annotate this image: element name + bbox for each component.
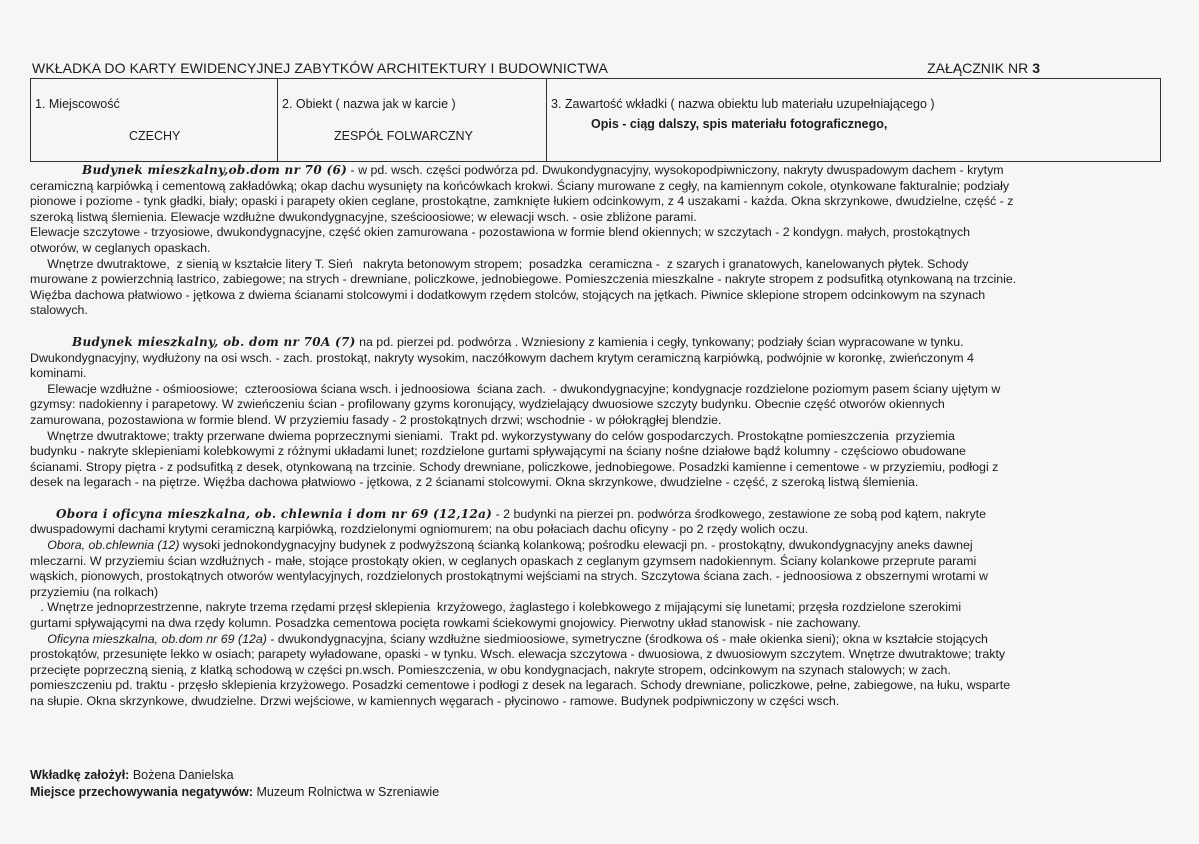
section-building-70a [30, 335, 1165, 491]
text-line: stalowych. [30, 303, 88, 318]
text-line: . Wnętrze jednoprzestrzenne, nakryte trzema rzędami przęsł sklepienia krzyżowego, żaglastego i kolebkowego z mijającymi się lunetami; przęsła rozdzielone szerokimi [30, 600, 962, 615]
text-line: desek na legarach - na piętrze. Więźba dachowa płatwiowo - jętkowa, z 2 ścianami stolcowymi. Okna skrzynkowe, dwudzielne - część, z szeroką listwą ślemienia. [30, 475, 919, 490]
text-line: Wnętrze dwutraktowe, z sienią w kształcie litery T. Sień nakryta betonowym stropem; posadzka ceramiczna - z szarych i granatowych, kanelowanych płytek. Schody [30, 256, 969, 271]
paragraph [30, 538, 1165, 554]
content-value: Opis - ciąg dalszy, spis materiału fotograficznego, [591, 117, 888, 131]
attachment-label: ZAŁĄCZNIK NR [927, 60, 1029, 76]
author-value: Bożena Danielska [129, 768, 234, 782]
text-line: murowane z powierzchnią lastrico, zabiegowe; na strych - drewniane, policzkowe, jednobiegowe. Pomieszczenia mieszkalne - nakryte stropem z podsufitką otynkowaną na trzcinie. [30, 272, 1017, 287]
object-value: ZESPÓŁ FOLWARCZNY [334, 129, 473, 143]
storage-label: Miejsce przechowywania negatywów: [30, 785, 253, 799]
paragraph [30, 335, 1165, 351]
text-line: gzymsy: nadokienny i parapetowy. W zwieńczeniu ścian - profilowany gzyms koronujący, wydzielający dwuosiowe szczyty budynku. Obecnie część otworów okiennych [30, 397, 945, 412]
storage-line [30, 784, 439, 801]
text-line: zamurowana, pozostawiona w formie blend. W przyziemiu fasady - 2 prostokątnych drzwi; wschodnie - w półokrągłej blendzie. [30, 412, 722, 427]
text-line: Dwukondygnacyjny, wydłużony na osi wsch. - zach. prostokąt, nakryty wysokim, naczółkowym dachem krytym ceramiczną karpiówką, podwójnie w koronkę, zwieńczonym 4 [30, 350, 974, 365]
text-line: pionowe i poziome - tynk gładki, biały; opaski i parapety okien ceglane, prostokątne, zamknięte łukiem odcinkowym, z 4 uszakami - każda. Okna skrzynkowe, dwudzielne, część - z [30, 194, 1014, 209]
text-line: - w pd. wsch. części podwórza pd. Dwukondygnacyjny, wysokopodpiwniczony, nakryty dwuspadowym dachem - krytym [347, 163, 1004, 177]
text-line: szeroką listwą ślemienia. Elewacje wzdłużne dwukondygnacyjne, sześcioosiowe; w elewacji wsch. - osie zbliżone parami. [30, 209, 697, 224]
text-line: otworów, w ceglanych opaskach. [30, 240, 211, 255]
text-line: Elewacje szczytowe - trzyosiowe, dwukondygnacyjne, część okien zamurowana - pozostawiona w formie blend okiennych; w szczytach - 2 kondygn. małych, prostokątnych [30, 225, 971, 240]
text-line: - 2 budynki na pierzei pn. podwórza środkowego, zestawione ze sobą pod kątem, nakryte [492, 506, 987, 521]
text-line: pomieszczeniu pd. traktu - przęsło sklepienia krzyżowego. Posadzki cementowe i podłogi z desek na legarach. Schody drewniane, policzkowe, pełne, zabiegowe, na łuku, wsparte [30, 678, 1011, 693]
document-header [30, 58, 1160, 78]
text-line: kominami. [30, 366, 87, 381]
description-body [30, 163, 1165, 710]
text-line: na słupie. Okna skrzynkowe, dwudzielne. Drzwi wejściowe, w kamiennych węgarach - płycinowo - ramowe. Budynek podpiwniczony w części wsch. [30, 694, 840, 708]
text-line: gurtami spływającymi na dwa rzędy kolumn. Posadzka cementowa pocięta rowkami ściekowymi gnojowicy. Pierwotny układ stanowisk - nie zachowany. [30, 616, 861, 631]
object-label: 2. Obiekt ( nazwa jak w karcie ) [282, 97, 456, 111]
document-footer [30, 767, 439, 801]
content-label: 3. Zawartość wkładki ( nazwa obiektu lub materiału uzupełniającego ) [551, 97, 935, 111]
text-line: na pd. pierzei pd. podwórza . Wzniesiony z kamienia i cegły, tynkowany; podziały ścian wypracowane w tynku. [355, 334, 964, 349]
section-barn-and-annex [30, 507, 1165, 710]
text-line: wysoki jednokondygnacyjny budynek z podwyższoną ścianką kolankową; pośrodku elewacji pn. - prostokątny, dwukondygnacyjny aneks dawnej [179, 538, 973, 553]
attachment-indicator [927, 60, 1040, 76]
text-line: przecięte poprzeczną sienią, z klatką schodową w części pn.wsch. Pomieszczenia, w obu kondygnacjach, nakryte stropem, odcinkowym na szynach stalowych; w zach. [30, 662, 951, 677]
text-line: przyziemiu (na rolkach) [30, 584, 159, 599]
section-heading: Budynek mieszkalny,ob.dom nr 70 (6) [82, 163, 348, 177]
attachment-number: 3 [1032, 60, 1040, 76]
paragraph [30, 163, 1165, 179]
text-line: wąskich, pionowych, prostokątnych otworów wentylacyjnych, rozdzielonych prostokątnymi wejściami na strych. Szczytowa ściana zach. - jednoosiowa z obszernymi wrotami w [30, 569, 988, 584]
section-building-70 [30, 163, 1165, 319]
text-line: Wnętrze dwutraktowe; trakty przerwane dwiema poprzecznymi sieniami. Trakt pd. wykorzystywany do celów gospodarczych. Prostokątne pomieszczenia przyziemia [30, 428, 955, 443]
text-line: budynku - nakryte sklepieniami kolebkowymi z różnymi układami lunet; rozdzielone gurtami spływającymi na ściany nośne działowe bądź kolumny - częściowo obudowane [30, 444, 966, 459]
location-cell [31, 79, 278, 161]
paragraph [30, 632, 1165, 648]
section-heading: Obora i oficyna mieszkalna, ob. chlewnia i dom nr 69 (12,12a) [56, 506, 493, 521]
author-label: Wkładkę założył: [30, 768, 130, 782]
section-heading: Budynek mieszkalny, ob. dom nr 70A (7) [72, 334, 356, 349]
document-title: WKŁADKA DO KARTY EWIDENCYJNEJ ZABYTKÓW ARCHITEKTURY I BUDOWNICTWA [32, 60, 608, 76]
text-line: ceramiczną karpiówką i cementową zakładówką; okap dachu wysunięty na końcówkach krokwi. Ściany murowane z cegły, na kamiennym cokole, otynkowane fakturalnie; podziały [30, 178, 1010, 193]
text-line: Więźba dachowa płatwiowo - jętkowa z dwiema ścianami stolcowymi i dodatkowym rzędem stolców, stojących na jętkach. Piwnice sklepione stropem odcinkowym na szynach [30, 287, 986, 302]
subsection-heading: Oficyna mieszkalna, ob.dom nr 69 (12a) [30, 631, 267, 646]
location-label: 1. Miejscowość [35, 97, 120, 111]
text-line: Elewacje wzdłużne - ośmioosiowe; czteroosiowa ściana wsch. i jednoosiowa ściana zach. - dwukondygnacyjne; kondygnacje rozdzielone poziomym pasem ściany ujętym w [30, 381, 1001, 396]
text-line: prostokątów, przesunięte lekko w osiach; parapety wyładowane, opaski - w tynku. Wsch. elewacja szczytowa - dwuosiowa, z dwuosiowym szczytem. Wnętrze dwutraktowe; trakty [30, 647, 1006, 662]
content-cell [547, 79, 1160, 161]
location-value: CZECHY [129, 129, 181, 143]
object-cell [278, 79, 547, 161]
text-line: - dwukondygnacyjna, ściany wzdłużne siedmioosiowe, symetryczne (środkowa oś - małe okienka sieni); okna w kształcie stojących [266, 631, 988, 646]
storage-value: Muzeum Rolnictwa w Szreniawie [252, 785, 440, 799]
text-line: dwuspadowymi dachami krytymi ceramiczną karpiówką, rozdzielonymi ogniomurem; na obu połaciach dachu oficyny - po 2 rzędy wolich oczu. [30, 522, 809, 537]
author-line [30, 767, 439, 784]
text-line: ścianami. Stropy piętra - z podsufitką z desek, otynkowaną na trzcinie. Schody drewniane, policzkowe, jednobiegowe. Posadzki kamienne i cementowe - w przyziemiu, podłogi z [30, 459, 999, 474]
paragraph [30, 507, 1165, 523]
header-fields-table [30, 78, 1161, 162]
text-line: mleczarni. W przyziemiu ścian wzdłużnych - małe, stojące prostokąty okien, w ceglanych opaskach z ceglanym gzymsem nadokiennym. Ściany kolankowe przeprute parami [30, 553, 977, 568]
subsection-heading: Obora, ob.chlewnia (12) [30, 538, 180, 553]
